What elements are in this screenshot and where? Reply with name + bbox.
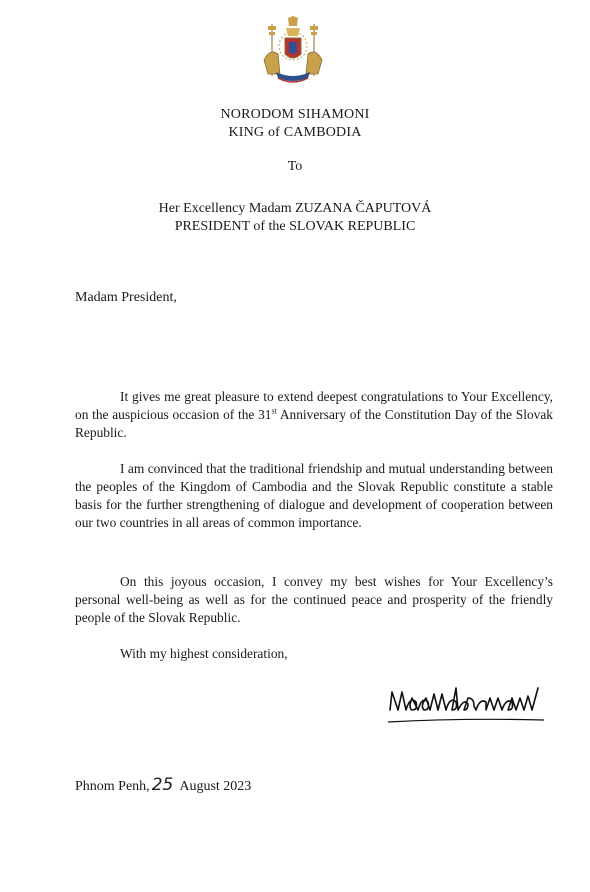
recipient-block	[0, 200, 590, 236]
royal-coat-of-arms-icon	[258, 16, 328, 88]
handwritten-signature	[382, 680, 554, 728]
salutation: Madam President,	[75, 290, 177, 305]
sender-block	[0, 106, 590, 142]
paragraph-wishes: On this joyous occasion, I convey my best wishes for Your Excellency’s personal well-being as well as for the continued peace and prosperity of the friendly people of the Slovak Republic.	[75, 574, 553, 625]
handwritten-day: 25	[151, 775, 174, 795]
ordinal-suffix: st	[271, 406, 277, 416]
recipient-title: PRESIDENT of the SLOVAK REPUBLIC	[174, 219, 416, 234]
sender-title: KING of CAMBODIA	[228, 125, 362, 140]
place-and-date	[75, 775, 251, 795]
paragraph-1-text: It gives me great pleasure to extend deepest congratulations to Your Excellency, on the auspicious occasion of the 31	[75, 389, 553, 422]
closing-line: With my highest consideration,	[120, 646, 288, 661]
paragraph-friendship: I am convinced that the traditional friendship and mutual understanding between the peoples of the Kingdom of Cambodia and the Slovak Republic constitute a stable basis for the further strengthening of dialogue and development of cooperation between our two countries in all areas of common importance.	[75, 461, 553, 530]
sender-name: NORODOM SIHAMONI	[220, 107, 370, 122]
recipient-name: Her Excellency Madam ZUZANA ČAPUTOVÁ	[158, 201, 432, 216]
to-label: To	[287, 159, 303, 174]
paragraph-congratulations	[75, 388, 553, 442]
paragraph-1-text-end: Anniversary of the Constitution Day of the Slovak Republic.	[75, 407, 553, 440]
place: Phnom Penh,	[75, 779, 150, 794]
month-year: August 2023	[179, 779, 252, 794]
